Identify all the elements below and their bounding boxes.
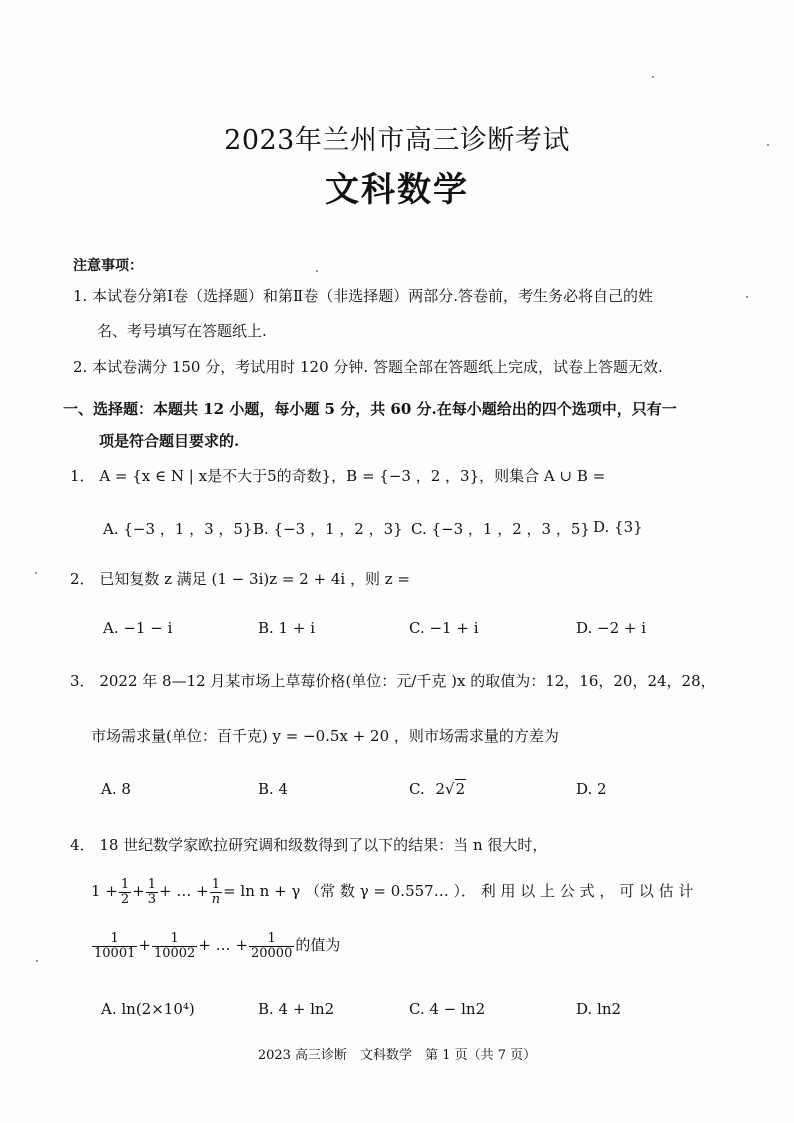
question-2 xyxy=(70,568,410,589)
q3-option-b[interactable]: B. 4 xyxy=(258,780,289,798)
q3-option-a[interactable]: A. 8 xyxy=(101,780,131,798)
q1-option-b[interactable]: B. {−3 ，1 ，2 ，3} xyxy=(253,520,403,538)
series-tail: + … + xyxy=(159,882,209,901)
question-stem-line-1: 2022 年 8—12 月某市场上草莓价格(单位：元/千克 )x 的取值为：12，16，20，24，28， xyxy=(99,672,716,690)
fraction-1-over-10002: $\frac{1}{10002}$ xyxy=(153,931,196,961)
plus-sign: + xyxy=(138,936,151,955)
question-4 xyxy=(70,834,547,855)
q3-option-c-label: C. xyxy=(409,780,425,798)
series-rhs: = ln n + γ （常 数 γ = 0.557… ）． 利 用 以 上 公 式 ， 可 以 估 计 xyxy=(223,882,694,901)
question-stem: A = {x ∈ N | x是不大于5的奇数}，B = {−3 ，2 ，3}，则集合 A ∪ B = xyxy=(99,467,606,485)
q4-option-a[interactable]: A. ln(2×10⁴) xyxy=(101,1000,195,1018)
notice-heading: 注意事项： xyxy=(73,258,143,274)
scan-speck xyxy=(652,76,654,78)
question-number: 1． xyxy=(70,467,95,485)
scan-speck xyxy=(746,296,748,298)
scan-speck xyxy=(36,960,38,962)
q2-option-d[interactable]: D. −2 + i xyxy=(576,619,647,637)
q1-option-c[interactable]: C. {−3 ，1 ，2 ，3 ，5} xyxy=(411,520,590,538)
exam-subject: 文科数学 xyxy=(325,170,469,210)
notice-item-1-line-1: 1. 本试卷分第Ⅰ卷（选择题）和第Ⅱ卷（非选择题）两部分.答卷前，考生务必将自己的姓 xyxy=(73,287,653,305)
q1-option-d[interactable]: D. {3} xyxy=(593,518,643,536)
page-footer: 2023 高三诊断 文科数学 第 1 页（共 7 页） xyxy=(257,1048,537,1063)
sqrt-symbol: √2 xyxy=(445,780,466,798)
exam-title: 2023年兰州市高三诊断考试 xyxy=(224,125,570,156)
series-lead: 1 + xyxy=(91,882,118,901)
q3-option-d[interactable]: D. 2 xyxy=(576,780,607,798)
q3-option-c[interactable] xyxy=(409,780,466,798)
q3-option-c-coef: 2 xyxy=(435,780,446,798)
question-1 xyxy=(70,465,605,486)
question-number: 3． xyxy=(70,672,95,690)
question-number: 4． xyxy=(70,836,95,854)
fraction-one-over-n: $\frac{1}{n}$ xyxy=(211,877,221,907)
ellipsis-plus: + … + xyxy=(198,936,248,955)
q4-option-c[interactable]: C. 4 − ln2 xyxy=(409,1000,486,1018)
sum-tail: 的值为 xyxy=(295,936,341,955)
fraction-one-half: $\frac{1}{2}$ xyxy=(120,877,130,907)
q1-option-a[interactable]: A. {−3 ，1 ，3 ，5} xyxy=(103,520,253,538)
notice-item-1-line-2: 名、考号填写在答题纸上. xyxy=(97,322,267,340)
fraction-1-over-10001: $\frac{1}{10001}$ xyxy=(94,931,136,961)
question-4-series-line xyxy=(91,878,693,906)
notice-item-2: 2. 本试卷满分 150 分，考试用时 120 分钟. 答题全部在答题纸上完成，试卷上答题无效. xyxy=(73,358,663,376)
fraction-1-over-20000: $\frac{1}{20000}$ xyxy=(250,931,293,961)
scan-speck xyxy=(35,572,37,574)
section-heading-line-2: 项是符合题目要求的. xyxy=(99,432,240,450)
fraction-one-third: $\frac{1}{3}$ xyxy=(147,877,157,907)
question-stem-line-1: 18 世纪数学家欧拉研究调和级数得到了以下的结果：当 n 很大时， xyxy=(99,836,548,854)
q2-option-b[interactable]: B. 1 + i xyxy=(258,619,316,637)
q2-option-c[interactable]: C. −1 + i xyxy=(409,619,479,637)
q3-option-c-radicand: 2 xyxy=(455,780,466,798)
question-4-sum-line xyxy=(91,932,340,960)
section-heading-line-1: 一、选择题：本题共 12 小题，每小题 5 分，共 60 分.在每小题给出的四个选项中，只有一 xyxy=(63,400,677,418)
plus-sign: + xyxy=(132,882,145,901)
scan-speck xyxy=(316,270,318,272)
question-number: 2． xyxy=(70,570,95,588)
q2-option-a[interactable]: A. −1 − i xyxy=(103,619,173,637)
question-stem: 已知复数 z 满足 (1 − 3i)z = 2 + 4i ，则 z = xyxy=(99,570,411,588)
q4-option-b[interactable]: B. 4 + ln2 xyxy=(258,1000,335,1018)
question-3 xyxy=(70,670,716,691)
q4-option-d[interactable]: D. ln2 xyxy=(576,1000,622,1018)
question-3-stem-line-2: 市场需求量(单位：百千克) y = −0.5x + 20 ，则市场需求量的方差为 xyxy=(91,727,559,745)
